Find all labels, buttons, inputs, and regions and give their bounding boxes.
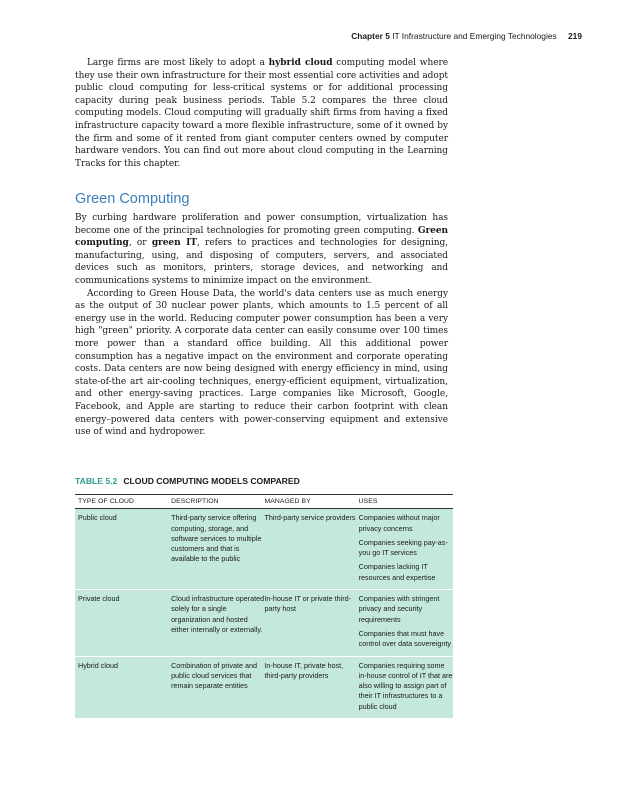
intro-section: [75, 57, 448, 170]
cloud-type: Public cloud: [75, 509, 171, 590]
use-item: Companies lacking IT resources and expertise: [358, 562, 436, 582]
table-header-row: [75, 495, 453, 509]
text-run: , refers to practices and technologies for designing, manufacturing, using, and disposing of computers, servers, and associated devices such as monitors, printers, storage devices, and networking and communications systems to minimize impact on the environment.: [75, 238, 448, 286]
page-number: 219: [568, 31, 582, 41]
text-run: computing model where they use their own infrastructure for their most essential core activities and adopt public cloud computing for less-critical systems or for additional processing capacity during peak business periods. Table 5.2 compares the three cloud computing models. Cloud computing will gradually shift firms from having a fixed infrastructure capacity toward a more flexible infrastructure, some of it owned by the firm and some of it rented from giant computer centers owned by computer hardware vendors. You can find out more about cloud computing in the Learning Tracks for this chapter.: [75, 58, 448, 169]
green-computing-body: [75, 212, 448, 439]
table-caption: [75, 476, 300, 486]
uses-cell: [359, 590, 453, 656]
key-term: Green computing: [75, 225, 448, 249]
cloud-type: Private cloud: [75, 590, 171, 656]
table-row: [75, 509, 453, 590]
table-row: [75, 590, 453, 656]
key-term: green IT: [151, 238, 197, 249]
table-title: CLOUD COMPUTING MODELS COMPARED: [123, 476, 300, 486]
use-item: Companies seeking pay-as-you go IT services: [358, 537, 448, 558]
key-term: hybrid cloud: [268, 58, 333, 68]
chapter-title: IT Infrastructure and Emerging Technologies: [392, 31, 557, 41]
managed-by: In-house IT or private third-party host: [264, 590, 358, 656]
cloud-description: Third-party service offering computing, storage, and software services to multiple customers and that is available to the public: [171, 509, 264, 590]
paragraph-2: According to Green House Data, the world's data centers use as much energy as the output of 30 nuclear power plants, which amounts to 1.5 percent of all energy use in the world. Reducing computer power consumption has been a very high "green" priority. A corporate data center can easily consume over 100 times more power than a standard office building. All this additional power consumption has a negative impact on the environment and corporate operating costs. Data centers are now being designed with energy efficiency in mind, using state-of-the art air-cooling techniques, energy-efficient equipment, virtualization, and other energy-saving practices. Large companies like Microsoft, Google, Facebook, and Apple are starting to reduce their carbon footprint with clean energy–powered data centers with power-conserving equipment and extensive use of wind and hydropower.: [75, 288, 448, 438]
cloud-type: Hybrid cloud: [75, 656, 171, 718]
cloud-description: Cloud infrastructure operated solely for a single organization and hosted either internally or externally.: [171, 590, 264, 656]
use-item: Companies with stringent privacy and security requirements: [358, 594, 440, 624]
use-item: Companies that must have control over data sovereignty: [358, 628, 451, 649]
paragraph-1: [75, 212, 448, 288]
column-header: TYPE OF CLOUD: [75, 495, 171, 509]
section-heading: Green Computing: [75, 191, 190, 207]
column-header: MANAGED BY: [264, 495, 358, 509]
text-run: , or: [128, 238, 152, 249]
intro-paragraph: [75, 57, 448, 170]
cloud-models-table: [75, 494, 453, 719]
text-run: Large firms are most likely to adopt a: [87, 58, 269, 68]
column-header: DESCRIPTION: [171, 495, 264, 509]
managed-by: In-house IT, private host, third-party providers: [264, 656, 358, 718]
chapter-label: Chapter 5: [351, 31, 390, 41]
use-item: Companies without major privacy concerns: [358, 513, 440, 533]
running-header: [351, 31, 582, 41]
uses-cell: [359, 656, 453, 718]
green-computing-section: [75, 190, 448, 208]
text-run: By curbing hardware proliferation and power consumption, virtualization has become one of the principal technologies for promoting green computing.: [75, 213, 448, 236]
table-row: [75, 656, 453, 718]
uses-cell: [359, 509, 453, 590]
use-item: Companies requiring some in-house control of IT that are also willing to assign part of their IT infrastructures to a public cloud: [358, 660, 453, 711]
column-header: USES: [359, 495, 453, 509]
managed-by: Third-party service providers: [264, 509, 358, 590]
cloud-description: Combination of private and public cloud services that remain separate entities: [171, 656, 264, 718]
table-label: TABLE 5.2: [75, 476, 118, 486]
